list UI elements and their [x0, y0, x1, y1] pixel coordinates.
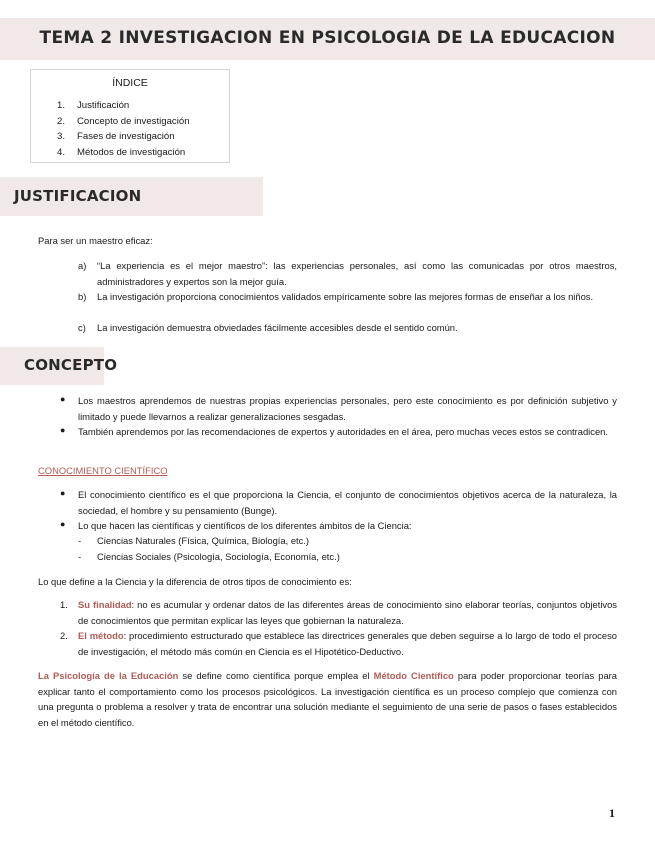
index-item[interactable]: 2. Concepto de investigación	[57, 115, 190, 127]
index-item[interactable]: 3. Fases de investigación	[57, 131, 175, 143]
closing-term: Método Científico	[373, 670, 454, 681]
closing-paragraph: La Psicología de la Educación se define como científica porque emplea el Método Científico para poder proporcionar teorías para explicar tanto el comportamiento como los procesos psicológicos. La investigación científica es un proceso complejo que comienza con una pregunta o problema a resolver y trata de encontrar una solución mediante el seguimiento de una serie de pasos o fases establecidos en el método científico.	[38, 670, 617, 728]
page-title: TEMA 2 INVESTIGACION EN PSICOLOGIA DE LA EDUCACION	[39, 28, 616, 48]
index-heading: ÍNDICE	[112, 77, 148, 89]
index-item[interactable]: 1. Justificación	[57, 100, 130, 111]
justificacion-intro: Para ser un maestro eficaz:	[38, 235, 153, 246]
dash-item: Ciencias Naturales (Física, Química, Biología, etc.)	[97, 535, 310, 546]
index-box	[30, 69, 230, 163]
list-marker: b)	[78, 291, 87, 302]
page-number: 1	[609, 806, 615, 820]
bullet-icon: ●	[60, 425, 66, 435]
dash-icon: -	[78, 551, 82, 562]
closing-term: La Psicología de la Educación	[38, 670, 179, 681]
bullet-icon: ●	[60, 519, 66, 529]
list-marker: c)	[78, 322, 86, 333]
bullet-text: Lo que hacen las científicas y científicos de los diferentes ámbitos de la Ciencia:	[78, 520, 412, 531]
define-intro: Lo que define a la Ciencia y la diferencia de otros tipos de conocimiento es:	[38, 576, 352, 587]
define-item: Su finalidad: no es acumular y ordenar datos de las diferentes áreas de conocimiento sino elaborar teorías, conjuntos objetivos de conocimientos que permitan explicar las leyes que gobiernan la naturaleza.	[78, 599, 617, 626]
bullet-text: Los maestros aprendemos de nuestras propias experiencias personales, pero este conocimiento es por definición subjetivo y limitado y puede llevarnos a realizar generalizaciones sesgadas.	[78, 395, 617, 422]
dash-icon: -	[78, 535, 82, 546]
bullet-icon: ●	[60, 394, 66, 404]
define-num: 1.	[60, 599, 68, 610]
define-item: El método: procedimiento estructurado que establece las directrices generales que deben seguirse a lo largo de todo el proceso de investigación, el método más común en Ciencia es el Hipotético-Deductivo.	[78, 630, 617, 657]
list-item-text: La investigación proporciona conocimientos validados empíricamente sobre las mejores formas de enseñar a los niños.	[97, 291, 594, 302]
section-heading-concepto: CONCEPTO	[24, 356, 118, 374]
bullet-text: El conocimiento científico es el que proporciona la Ciencia, el conjunto de conocimientos objetivos acerca de la naturaleza, la sociedad, el hombre y su pensamiento (Bunge).	[78, 489, 617, 516]
index-list	[57, 100, 190, 163]
subheading-conocimiento: CONOCIMIENTO CIENTÍFICO	[38, 465, 168, 476]
bullet-text: También aprendemos por las recomendaciones de expertos y autoridades en el área, pero muchas veces estos se contradicen.	[78, 426, 608, 437]
define-term: El método	[78, 630, 124, 641]
list-item-text: La investigación demuestra obviedades fácilmente accesibles desde el sentido común.	[97, 322, 458, 333]
list-marker: a)	[78, 260, 87, 271]
section-heading-justificacion: JUSTIFICACION	[14, 187, 142, 205]
list-item-text: “La experiencia es el mejor maestro”: las experiencias personales, así como las comunicadas por otros maestros, administradores y expertos son la mejor guía.	[97, 260, 617, 287]
dash-item: Ciencias Sociales (Psicología, Sociología, Economía, etc.)	[97, 551, 340, 562]
define-num: 2.	[60, 630, 68, 641]
define-term: Su finalidad	[78, 599, 132, 610]
bullet-icon: ●	[60, 488, 66, 498]
index-item[interactable]: 4. Métodos de investigación	[57, 147, 186, 159]
